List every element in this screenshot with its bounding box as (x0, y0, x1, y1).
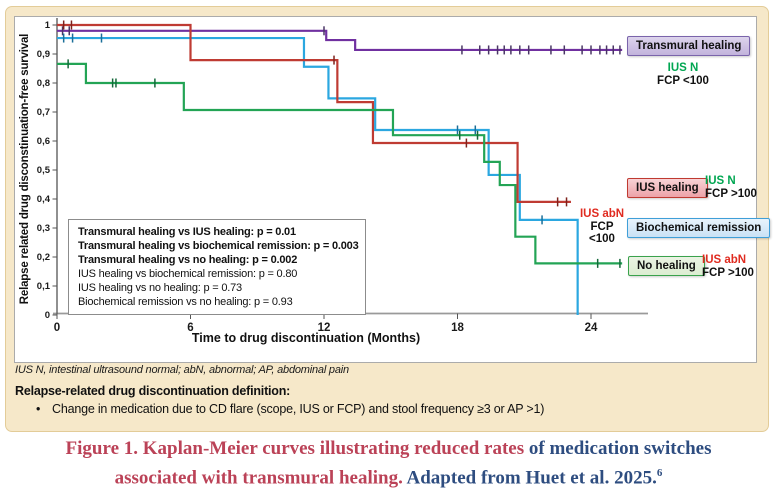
definition-heading: Relapse-related drug discontinuation definition: (15, 384, 291, 398)
x-tick-label: 0 (53, 322, 61, 334)
lt100-label: <100 (589, 233, 615, 245)
annotation-biochemical-subgroup (577, 208, 627, 246)
annotation-ius-healing-subgroup (705, 175, 757, 200)
annotation-transmural-subgroup (627, 62, 739, 87)
y-axis-title: Relapse related drug disconstinuation-free survival (19, 33, 31, 305)
caption-line1-blue: of medication switches (528, 438, 712, 459)
abbreviations-footnote: IUS N, intestinal ultrasound normal; abN, abnormal; AP, abdominal pain (15, 364, 349, 376)
annotation-no-healing-subgroup (702, 254, 754, 279)
x-tick-label: 12 (317, 322, 331, 334)
y-tick-label: 0,2 (36, 252, 50, 264)
y-tick-label: 0,8 (36, 78, 50, 90)
ius-n-label: IUS N (705, 175, 736, 187)
x-tick-label: 24 (584, 322, 598, 334)
caption-line-1 (0, 437, 777, 461)
legend-ius-healing-box: IUS healing (627, 178, 708, 198)
stats-line: IUS healing vs biochemical remission: p = 0.80 (78, 268, 298, 280)
caption-line-2 (0, 461, 777, 490)
caption-line1-red: Figure 1. Kaplan-Meier curves illustrating reduced rates (65, 438, 529, 459)
y-tick-label: 0 (44, 310, 50, 322)
y-tick-label: 0,3 (36, 223, 50, 235)
caption-line2-blue: Adapted from Huet et al. 2025. (406, 467, 657, 489)
ius-abn-label: IUS abN (579, 208, 625, 220)
fcp-gt100-label: FCP >100 (705, 187, 757, 200)
y-tick-label: 0,9 (36, 49, 50, 61)
ius-n-label: IUS N (667, 62, 699, 74)
y-tick-label: 0,7 (36, 107, 50, 119)
legend-transmural-healing-box: Transmural healing (627, 36, 750, 56)
legend-biochemical-remission-box: Biochemical remission (627, 218, 770, 238)
fcp-label: FCP (590, 220, 614, 233)
definition-bullet-text: Change in medication due to CD flare (scope, IUS or FCP) and stool frequency ≥3 or AP >1) (52, 402, 545, 416)
pvalue-stats-box (68, 219, 366, 315)
x-tick-label: 6 (187, 322, 194, 334)
figure-caption (0, 437, 777, 490)
caption-line2-red: associated with transmural healing. (114, 467, 407, 489)
y-tick-label: 1 (44, 20, 50, 32)
ius-abn-label: IUS abN (702, 254, 747, 266)
stats-line: Transmural healing vs no healing: p = 0.002 (78, 254, 298, 266)
stats-line: IUS healing vs no healing: p = 0.73 (78, 282, 242, 294)
stats-line: Transmural healing vs IUS healing: p = 0.01 (78, 226, 296, 238)
stats-line: Transmural healing vs biochemical remission: p = 0.003 (78, 240, 359, 252)
caption-reference-superscript: 6 (656, 467, 663, 479)
stats-line: Biochemical remission vs no healing: p = 0.93 (78, 296, 293, 308)
fcp-gt100-label: FCP >100 (702, 266, 754, 279)
y-tick-label: 0,1 (36, 281, 50, 293)
y-tick-label: 0,4 (36, 194, 50, 206)
y-tick-label: 0,5 (36, 165, 50, 177)
definition-bullet (36, 402, 544, 416)
legend-no-healing-box: No healing (628, 256, 705, 276)
x-tick-label: 18 (451, 322, 464, 334)
fcp-lt100-label: FCP <100 (657, 74, 709, 87)
x-axis-title: Time to drug discontinuation (Months) (191, 331, 421, 345)
y-tick-label: 0,6 (36, 136, 50, 148)
bullet-icon: • (36, 402, 41, 416)
